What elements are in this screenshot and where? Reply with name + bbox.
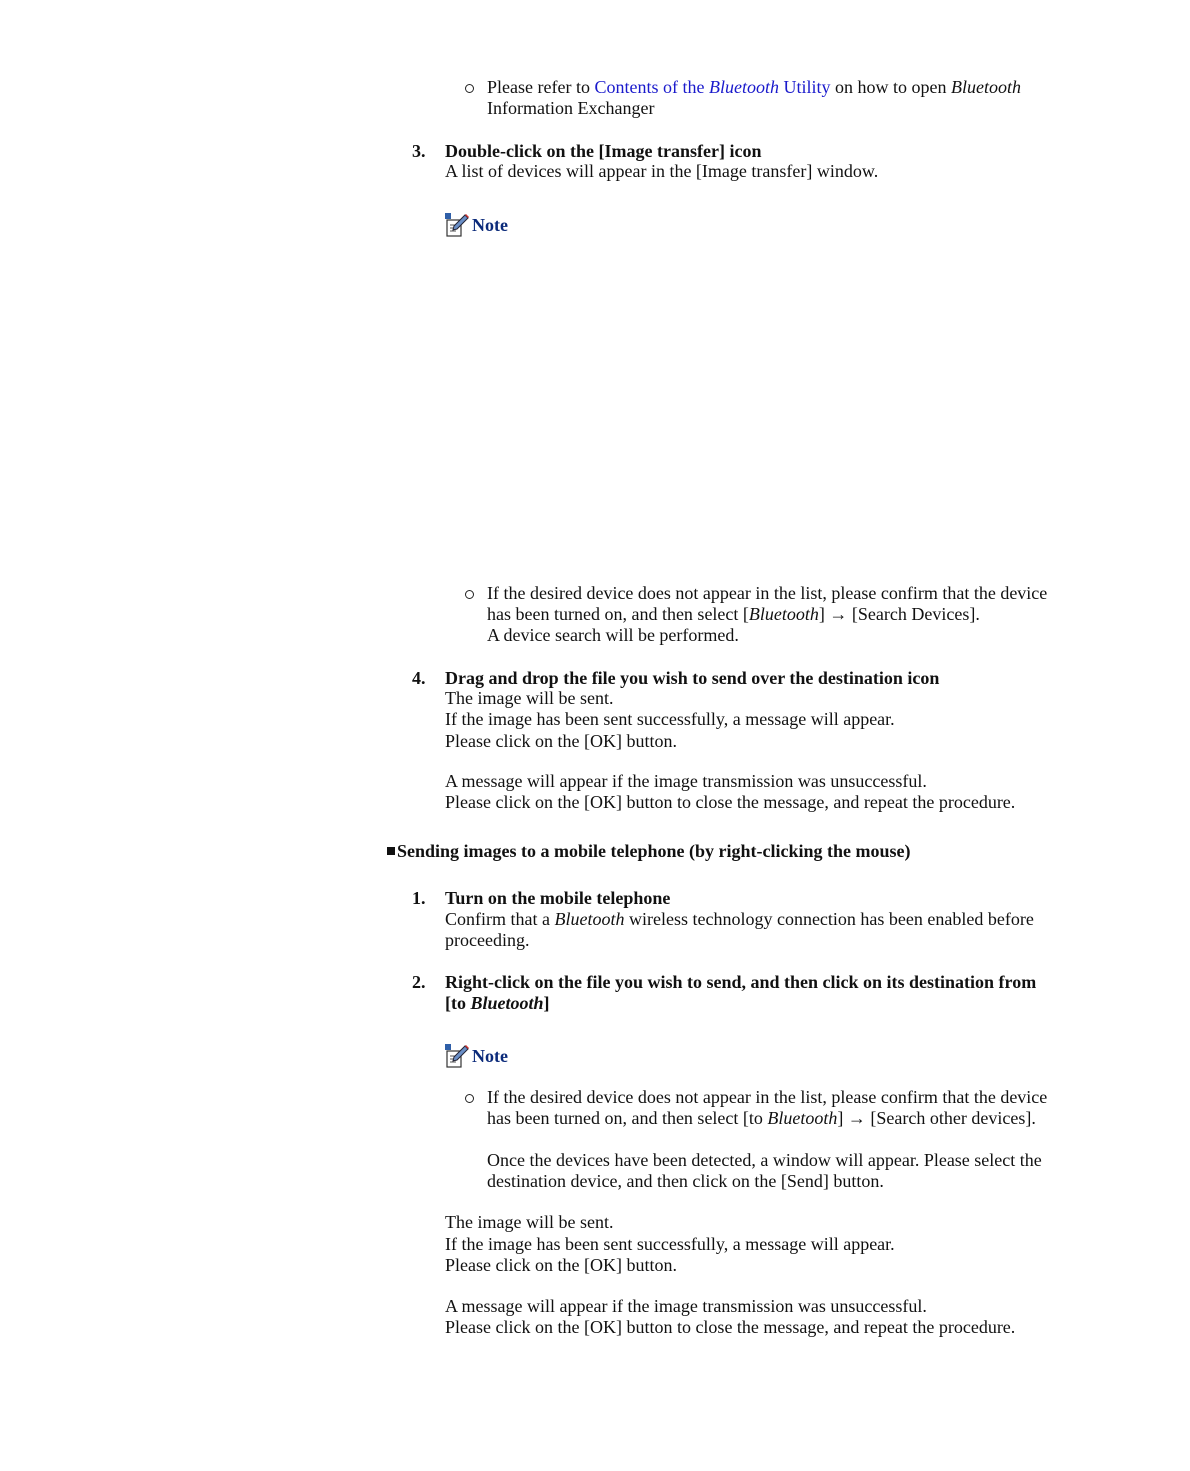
open-ref-line1 [487, 77, 1021, 98]
step-3-title: Double-click on the [Image transfer] icon [445, 141, 762, 161]
note2-item-line2: has been turned on, and then select [to Bluetooth] → [Search other devices]. [487, 1108, 1036, 1128]
s2-step-1-number: 1. [412, 888, 426, 908]
square-bullet-icon [387, 847, 395, 855]
step-4-p3: Please click on the [OK] button. [445, 731, 677, 751]
note-header [444, 211, 508, 239]
note1-item-line2: has been turned on, and then select [Bluetooth] → [Search Devices]. [487, 604, 980, 624]
step-4-p4: A message will appear if the image transmission was unsuccessful. [445, 771, 927, 791]
final-p1: The image will be sent. [445, 1212, 614, 1232]
contents-link[interactable]: Contents of the Bluetooth Utility [594, 77, 831, 97]
note2-item-line4: destination device, and then click on the [Send] button. [487, 1171, 884, 1191]
open-ref-prefix: Please refer to [487, 77, 595, 97]
step-4-p5: Please click on the [OK] button to close the message, and repeat the procedure. [445, 792, 1016, 812]
note-pencil-icon [444, 1043, 470, 1069]
step-3-number: 3. [412, 141, 426, 161]
list-bullet [465, 1094, 474, 1103]
note2-item-line3: Once the devices have been detected, a window will appear. Please select the [487, 1150, 1042, 1170]
note2-item-line1: If the desired device does not appear in the list, please confirm that the device [487, 1087, 1048, 1107]
step-4-title: Drag and drop the file you wish to send over the destination icon [445, 668, 940, 688]
final-p2: If the image has been sent successfully, a message will appear. [445, 1234, 895, 1254]
s2-step-2-title-line2: [to Bluetooth] [445, 993, 550, 1013]
step-4-p2: If the image has been sent successfully, a message will appear. [445, 709, 895, 729]
list-bullet [465, 590, 474, 599]
open-ref-italic: Bluetooth [950, 77, 1021, 97]
section-heading: Sending images to a mobile telephone (by right-clicking the mouse) [387, 841, 911, 862]
note-label: Note [472, 1045, 508, 1066]
note1-item-line1: If the desired device does not appear in the list, please confirm that the device [487, 583, 1048, 603]
final-p3: Please click on the [OK] button. [445, 1255, 677, 1275]
note-header [444, 1042, 508, 1070]
note1-item-line3: A device search will be performed. [487, 625, 739, 645]
open-ref-middle: on how to open [830, 77, 951, 97]
s2-step-2-title-line1: Right-click on the file you wish to send, and then click on its destination from [445, 972, 1037, 992]
list-bullet [465, 84, 474, 93]
step-4-p1: The image will be sent. [445, 688, 614, 708]
note-label: Note [472, 214, 508, 235]
s2-step-1-desc-line2: proceeding. [445, 930, 530, 950]
step-3-desc: A list of devices will appear in the [Image transfer] window. [445, 161, 879, 181]
final-p4: A message will appear if the image transmission was unsuccessful. [445, 1296, 927, 1316]
open-ref-line2: Information Exchanger [487, 98, 655, 118]
s2-step-1-title: Turn on the mobile telephone [445, 888, 671, 908]
final-p5: Please click on the [OK] button to close the message, and repeat the procedure. [445, 1317, 1016, 1337]
step-4-number: 4. [412, 668, 426, 688]
s2-step-2-number: 2. [412, 972, 426, 992]
note-pencil-icon [444, 212, 470, 238]
s2-step-1-desc: Confirm that a Bluetooth wireless technology connection has been enabled before [445, 909, 1034, 929]
